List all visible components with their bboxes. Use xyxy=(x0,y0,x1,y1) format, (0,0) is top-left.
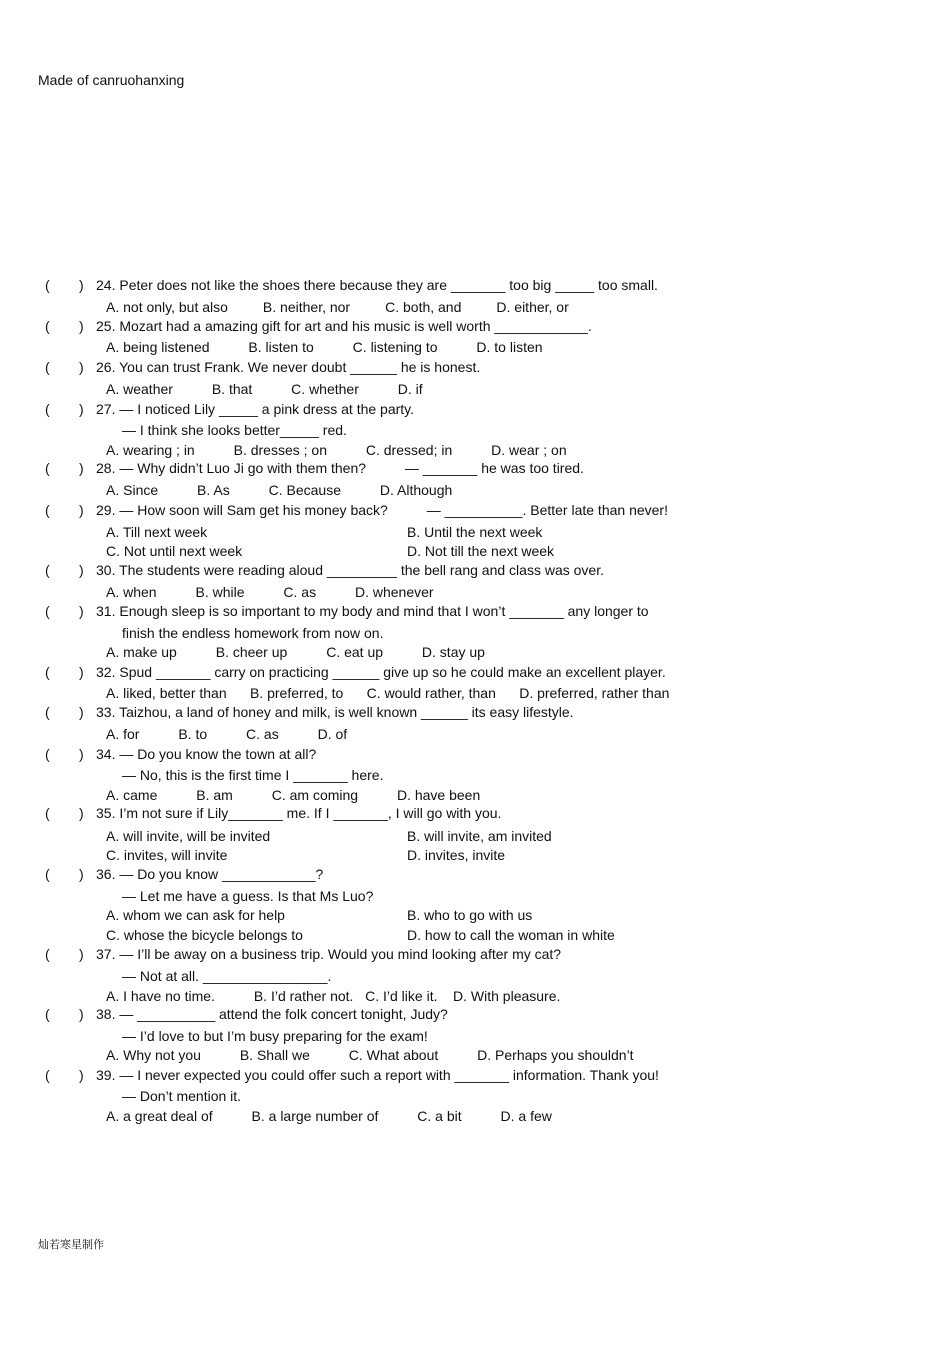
page-header: Made of canruohanxing xyxy=(38,72,185,88)
question-line: 25. Mozart had a amazing gift for art and his music is well worth ____________. xyxy=(96,318,592,334)
option-line: A. when B. while C. as D. whenever xyxy=(106,584,434,600)
option-line: A. liked, better than B. preferred, to C. would rather, than D. preferred, rather than xyxy=(106,685,670,701)
answer-paren-close: ) xyxy=(79,502,84,518)
page-footer: 灿若寒星制作 xyxy=(38,1239,104,1251)
answer-paren-open: ( xyxy=(45,460,50,476)
answer-paren-open: ( xyxy=(45,704,50,720)
question-line: 29. — How soon will Sam get his money back? — __________. Better late than never! xyxy=(96,502,668,518)
answer-paren-open: ( xyxy=(45,746,50,762)
dialogue-line: — I think she looks better_____ red. xyxy=(122,422,347,438)
option-line: A. a great deal of B. a large number of C. a bit D. a few xyxy=(106,1108,552,1124)
question-line: 27. — I noticed Lily _____ a pink dress at the party. xyxy=(96,401,415,417)
answer-paren-open: ( xyxy=(45,318,50,334)
answer-paren-open: ( xyxy=(45,277,50,293)
answer-paren-open: ( xyxy=(45,1006,50,1022)
answer-paren-close: ) xyxy=(79,359,84,375)
question-line: 31. Enough sleep is so important to my body and mind that I won’t _______ any longer to xyxy=(96,603,649,619)
option-line: A. Till next week xyxy=(106,524,208,540)
answer-paren-close: ) xyxy=(79,746,84,762)
question-line: 34. — Do you know the town at all? xyxy=(96,746,317,762)
answer-paren-open: ( xyxy=(45,359,50,375)
answer-paren-close: ) xyxy=(79,866,84,882)
answer-paren-close: ) xyxy=(79,805,84,821)
answer-paren-close: ) xyxy=(79,401,84,417)
option-line: A. wearing ; in B. dresses ; on C. dressed; in D. wear ; on xyxy=(106,442,567,458)
answer-paren-close: ) xyxy=(79,1006,84,1022)
question-line: 37. — I’ll be away on a business trip. Would you mind looking after my cat? xyxy=(96,946,562,962)
option-line-col2: D. Not till the next week xyxy=(407,543,555,559)
question-line: 38. — __________ attend the folk concert tonight, Judy? xyxy=(96,1006,448,1022)
answer-paren-close: ) xyxy=(79,603,84,619)
continuation-line: finish the endless homework from now on. xyxy=(122,625,384,641)
answer-paren-close: ) xyxy=(79,460,84,476)
answer-paren-close: ) xyxy=(79,704,84,720)
option-line-col2: D. how to call the woman in white xyxy=(407,927,615,943)
option-line: A. came B. am C. am coming D. have been xyxy=(106,787,481,803)
option-line: C. Not until next week xyxy=(106,543,243,559)
answer-paren-open: ( xyxy=(45,562,50,578)
question-line: 30. The students were reading aloud _________ the bell rang and class was over. xyxy=(96,562,604,578)
answer-paren-close: ) xyxy=(79,562,84,578)
option-line-col2: B. will invite, am invited xyxy=(407,828,552,844)
option-line: C. invites, will invite xyxy=(106,847,228,863)
answer-paren-open: ( xyxy=(45,866,50,882)
question-line: 33. Taizhou, a land of honey and milk, is well known ______ its easy lifestyle. xyxy=(96,704,574,720)
answer-paren-open: ( xyxy=(45,664,50,680)
dialogue-line: — I’d love to but I’m busy preparing for the exam! xyxy=(122,1028,428,1044)
question-line: 35. I’m not sure if Lily_______ me. If I _______, I will go with you. xyxy=(96,805,502,821)
option-line: A. weather B. that C. whether D. if xyxy=(106,381,423,397)
answer-paren-open: ( xyxy=(45,502,50,518)
option-line-col2: B. Until the next week xyxy=(407,524,543,540)
option-line: A. Why not you B. Shall we C. What about D. Perhaps you shouldn’t xyxy=(106,1047,634,1063)
dialogue-line: — Don’t mention it. xyxy=(122,1088,242,1104)
answer-paren-close: ) xyxy=(79,1067,84,1083)
question-line: 36. — Do you know ____________? xyxy=(96,866,324,882)
option-line: A. make up B. cheer up C. eat up D. stay up xyxy=(106,644,485,660)
option-line-col2: B. who to go with us xyxy=(407,907,533,923)
question-line: 32. Spud _______ carry on practicing ______ give up so he could make an excellent player. xyxy=(96,664,666,680)
answer-paren-close: ) xyxy=(79,277,84,293)
question-line: 24. Peter does not like the shoes there because they are _______ too big _____ too small. xyxy=(96,277,658,293)
answer-paren-open: ( xyxy=(45,805,50,821)
question-line: 39. — I never expected you could offer such a report with _______ information. Thank you! xyxy=(96,1067,659,1083)
option-line: A. Since B. As C. Because D. Although xyxy=(106,482,453,498)
answer-paren-close: ) xyxy=(79,318,84,334)
answer-paren-open: ( xyxy=(45,603,50,619)
option-line: A. for B. to C. as D. of xyxy=(106,726,348,742)
option-line: A. being listened B. listen to C. listening to D. to listen xyxy=(106,339,543,355)
answer-paren-close: ) xyxy=(79,946,84,962)
answer-paren-open: ( xyxy=(45,946,50,962)
answer-paren-close: ) xyxy=(79,664,84,680)
option-line: A. whom we can ask for help xyxy=(106,907,285,923)
dialogue-line: — No, this is the first time I _______ here. xyxy=(122,767,384,783)
option-line: A. will invite, will be invited xyxy=(106,828,271,844)
option-line: C. whose the bicycle belongs to xyxy=(106,927,303,943)
option-line: A. not only, but also B. neither, nor C. both, and D. either, or xyxy=(106,299,569,315)
dialogue-line: — Not at all. ________________. xyxy=(122,968,332,984)
dialogue-line: — Let me have a guess. Is that Ms Luo? xyxy=(122,888,374,904)
option-line-col2: D. invites, invite xyxy=(407,847,506,863)
question-line: 28. — Why didn’t Luo Ji go with them then? — _______ he was too tired. xyxy=(96,460,584,476)
answer-paren-open: ( xyxy=(45,1067,50,1083)
option-line: A. I have no time. B. I’d rather not. C. I’d like it. D. With pleasure. xyxy=(106,988,561,1004)
question-line: 26. You can trust Frank. We never doubt ______ he is honest. xyxy=(96,359,481,375)
answer-paren-open: ( xyxy=(45,401,50,417)
